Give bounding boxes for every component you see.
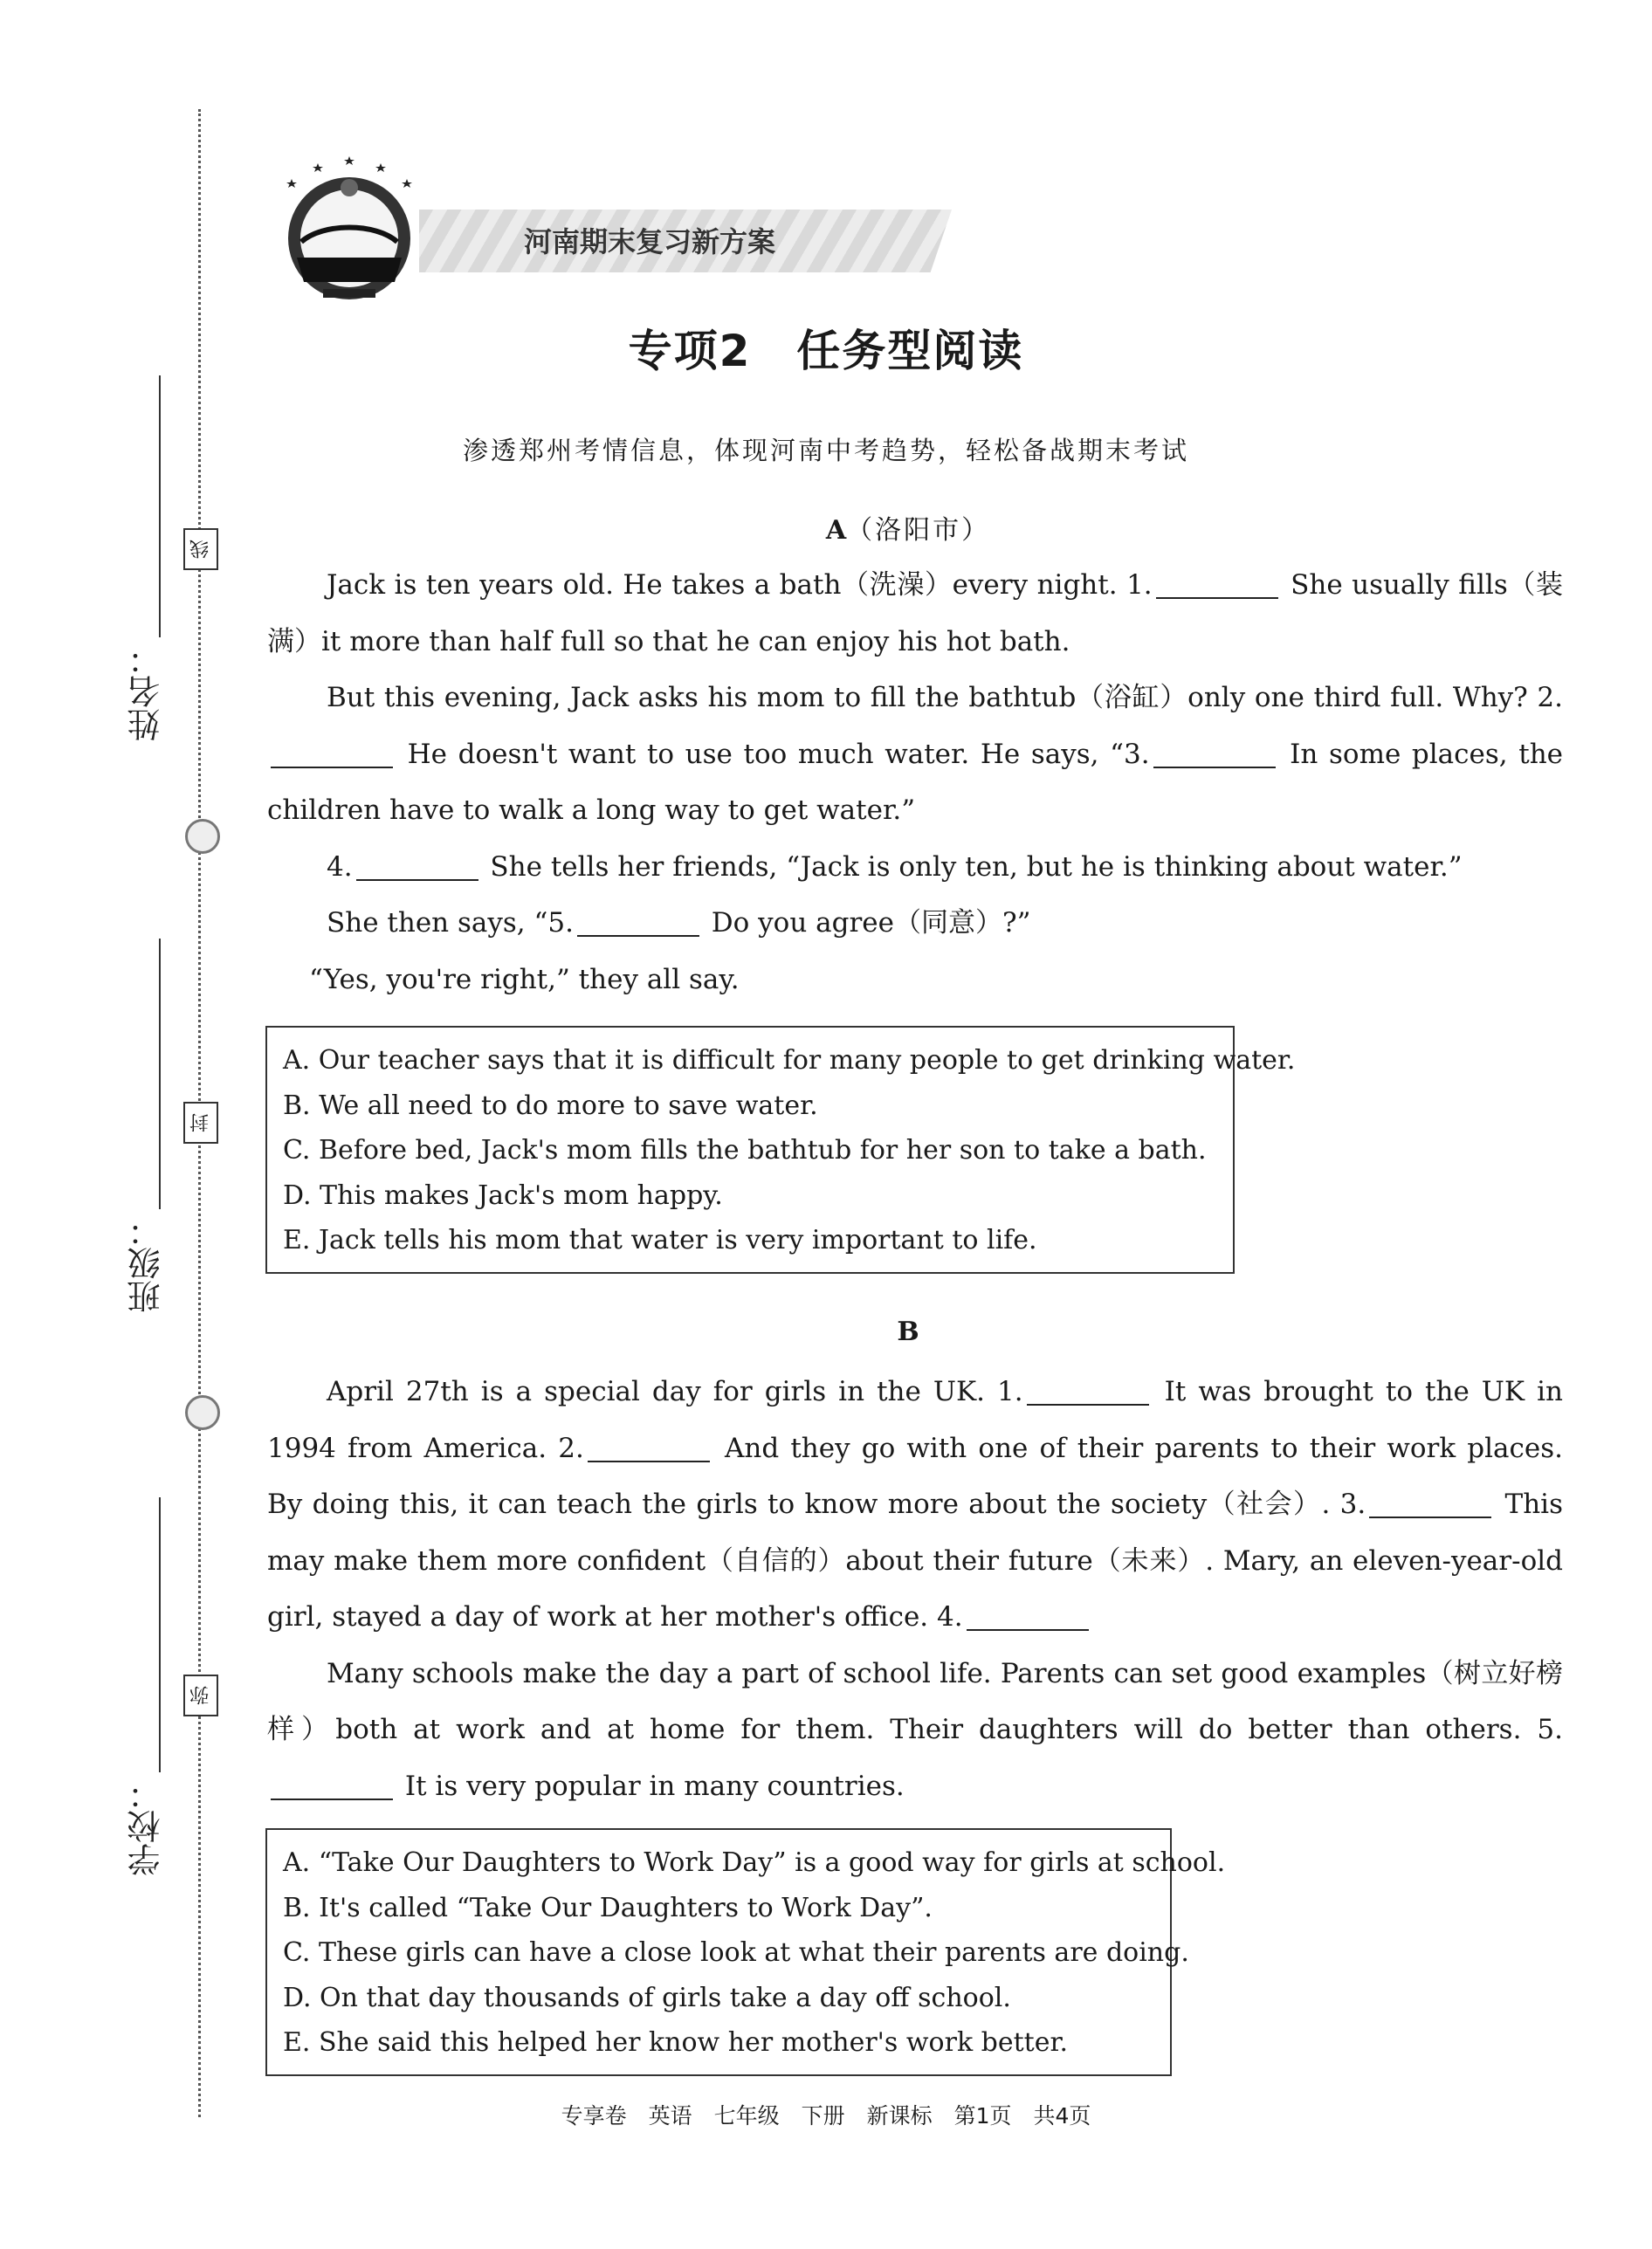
option-item: C. These girls can have a close look at what their parents are doing. bbox=[283, 1937, 1189, 1968]
class-label: 班级： bbox=[127, 1214, 166, 1313]
page-title: 专项2 任务型阅读 bbox=[628, 326, 1024, 376]
class-underline bbox=[159, 939, 161, 1209]
page-subtitle: 渗透郑州考情信息，体现河南中考趋势，轻松备战期末考试 bbox=[462, 436, 1189, 465]
option-item: A. “Take Our Daughters to Work Day” is a good way for girls at school. bbox=[283, 1847, 1226, 1878]
seal-mark-secret: 弥 bbox=[183, 1675, 218, 1716]
answer-blank[interactable] bbox=[356, 852, 478, 881]
option-item: B. It's called “Take Our Daughters to Work Day”. bbox=[283, 1892, 933, 1923]
paragraph: “Yes, you're right,” they all say. bbox=[309, 963, 740, 995]
option-item: C. Before bed, Jack's mom fills the bathtub for her son to take a bath. bbox=[283, 1135, 1207, 1166]
answer-blank[interactable] bbox=[271, 739, 393, 768]
swirl-ornament-icon bbox=[185, 1395, 220, 1430]
paragraph: Many schools make the day a part of school life. Parents can set good examples（树立好榜样）both at work and at home for them. Their daughters will do better than others. 5. It is very popular in many countries. bbox=[267, 1657, 1563, 1802]
paragraph: April 27th is a special day for girls in the UK. 1. It was brought to the UK in 1994 from America. 2. And they go with one of their parents to their work places. By doing this, it can teach the girls to know more about the society（社会）. 3. This may make them more confident（自信的）about their future（未来）. Mary, an eleven-year-old girl, stayed a day of work at her mother's office. 4. bbox=[267, 1376, 1563, 1633]
banner-text: 河南期末复习新方案 bbox=[524, 225, 776, 258]
paragraph: But this evening, Jack asks his mom to fill the bathtub（浴缸）only one third full. Why? 2. He doesn't want to use too much water. He says, “3. In some places, the children have to walk a long way to get water.” bbox=[267, 682, 1564, 826]
seal-mark-line: 线 bbox=[183, 528, 218, 570]
answer-blank[interactable] bbox=[1153, 739, 1276, 768]
paragraph: 4. She tells her friends, “Jack is only ten, but he is thinking about water.” bbox=[327, 850, 1463, 883]
answer-blank[interactable] bbox=[1027, 1377, 1149, 1406]
section-a-passage bbox=[267, 557, 1563, 1008]
section-a-location: （洛阳市） bbox=[846, 515, 991, 546]
answer-blank[interactable] bbox=[577, 908, 699, 937]
section-a-options bbox=[265, 1026, 1296, 1274]
option-item: D. This makes Jack's mom happy. bbox=[283, 1180, 723, 1211]
page-footer: 专享卷 英语 七年级 下册 新课标 第1页 共4页 bbox=[561, 2103, 1091, 2129]
answer-blank[interactable] bbox=[588, 1434, 710, 1462]
section-b-options bbox=[265, 1828, 1226, 2076]
name-underline bbox=[159, 375, 161, 637]
section-b-passage bbox=[267, 1364, 1563, 1814]
option-item: A. Our teacher says that it is difficult for many people to get drinking water. bbox=[283, 1045, 1296, 1076]
name-label: 姓名： bbox=[127, 642, 166, 741]
answer-blank[interactable] bbox=[967, 1602, 1089, 1631]
school-label: 学校： bbox=[127, 1777, 166, 1876]
option-item: D. On that day thousands of girls take a day off school. bbox=[283, 1982, 1011, 2013]
option-item: E. She said this helped her know her mother's work better. bbox=[283, 2027, 1069, 2058]
school-underline bbox=[159, 1497, 161, 1772]
answer-blank[interactable] bbox=[1156, 570, 1278, 599]
answer-blank[interactable] bbox=[271, 1771, 393, 1800]
section-a-heading bbox=[0, 508, 1652, 547]
option-item: E. Jack tells his mom that water is very important to life. bbox=[283, 1225, 1037, 1255]
section-b-heading: B bbox=[897, 1317, 919, 1347]
seal-mark-seal: 封 bbox=[183, 1102, 218, 1144]
section-a-letter: A bbox=[825, 515, 847, 546]
swirl-ornament-icon bbox=[185, 819, 220, 854]
paragraph: Jack is ten years old. He takes a bath（洗澡）every night. 1. She usually fills（装满）it more than half full so that he can enjoy his hot bath. bbox=[267, 569, 1563, 657]
publisher-logo-icon bbox=[262, 153, 437, 314]
option-item: B. We all need to do more to save water. bbox=[283, 1090, 818, 1121]
answer-blank[interactable] bbox=[1369, 1489, 1491, 1518]
paragraph: She then says, “5. Do you agree（同意）?” bbox=[327, 907, 1031, 939]
